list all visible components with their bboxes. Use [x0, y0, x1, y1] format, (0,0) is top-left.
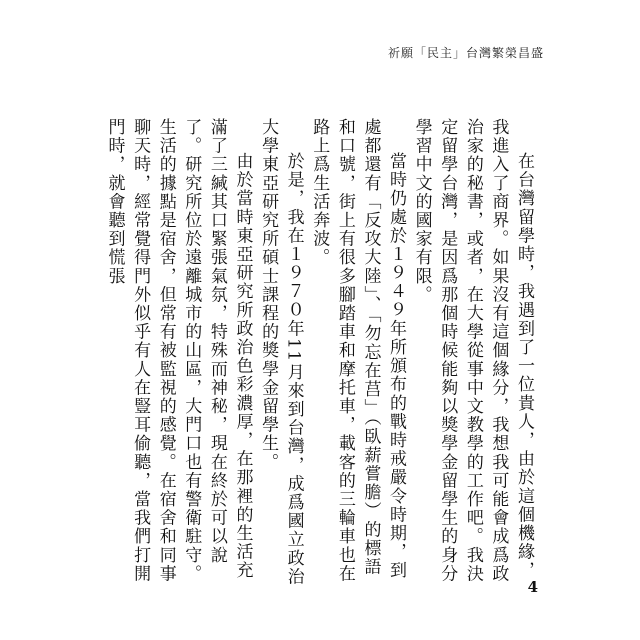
paragraph: 在台灣留學時，我遇到了一位貴人，由於這個機緣，我進入了商界。如果沒有這個緣分，我想我可能會成爲政治家的秘書，或者，在大學從事中文教學的工作吧。我決定留學台灣，是因爲那個時候能夠以獎學金留學生的身分學習中文的國家有限。 [411, 118, 534, 583]
paragraph: 於是，我在１９７０年11月來到台灣，成爲國立政治大學東亞研究所碩士課程的獎學金留學生。 [258, 118, 304, 587]
running-header: 祈願「民主」台灣繁榮昌盛 [387, 46, 544, 60]
page-number: 4 [527, 578, 538, 596]
paragraph: 由於當時東亞研究所政治色彩濃厚，在那裡的生活充滿了三緘其口緊張氣氛，特殊而神秘，現在終於可以說了。研究所位於遠離城市的山區，大門口也有警衛駐守。生活的據點是宿舍，但常有被監視的感覺。在宿舍和同事聊天時，經常覺得門外似乎有人在豎耳偷聽，當我們打開門時，就會聽到慌張 [104, 118, 253, 583]
paragraph: 當時仍處於１９４９年所頒布的戰時戒嚴令時期，到處都還有「反攻大陸」、「勿忘在莒」（臥薪嘗膽）的標語和口號，街上有很多腳踏車和摩托車，載客的三輪車也在路上爲生活奔波。 [309, 118, 407, 583]
body-text [96, 118, 536, 588]
